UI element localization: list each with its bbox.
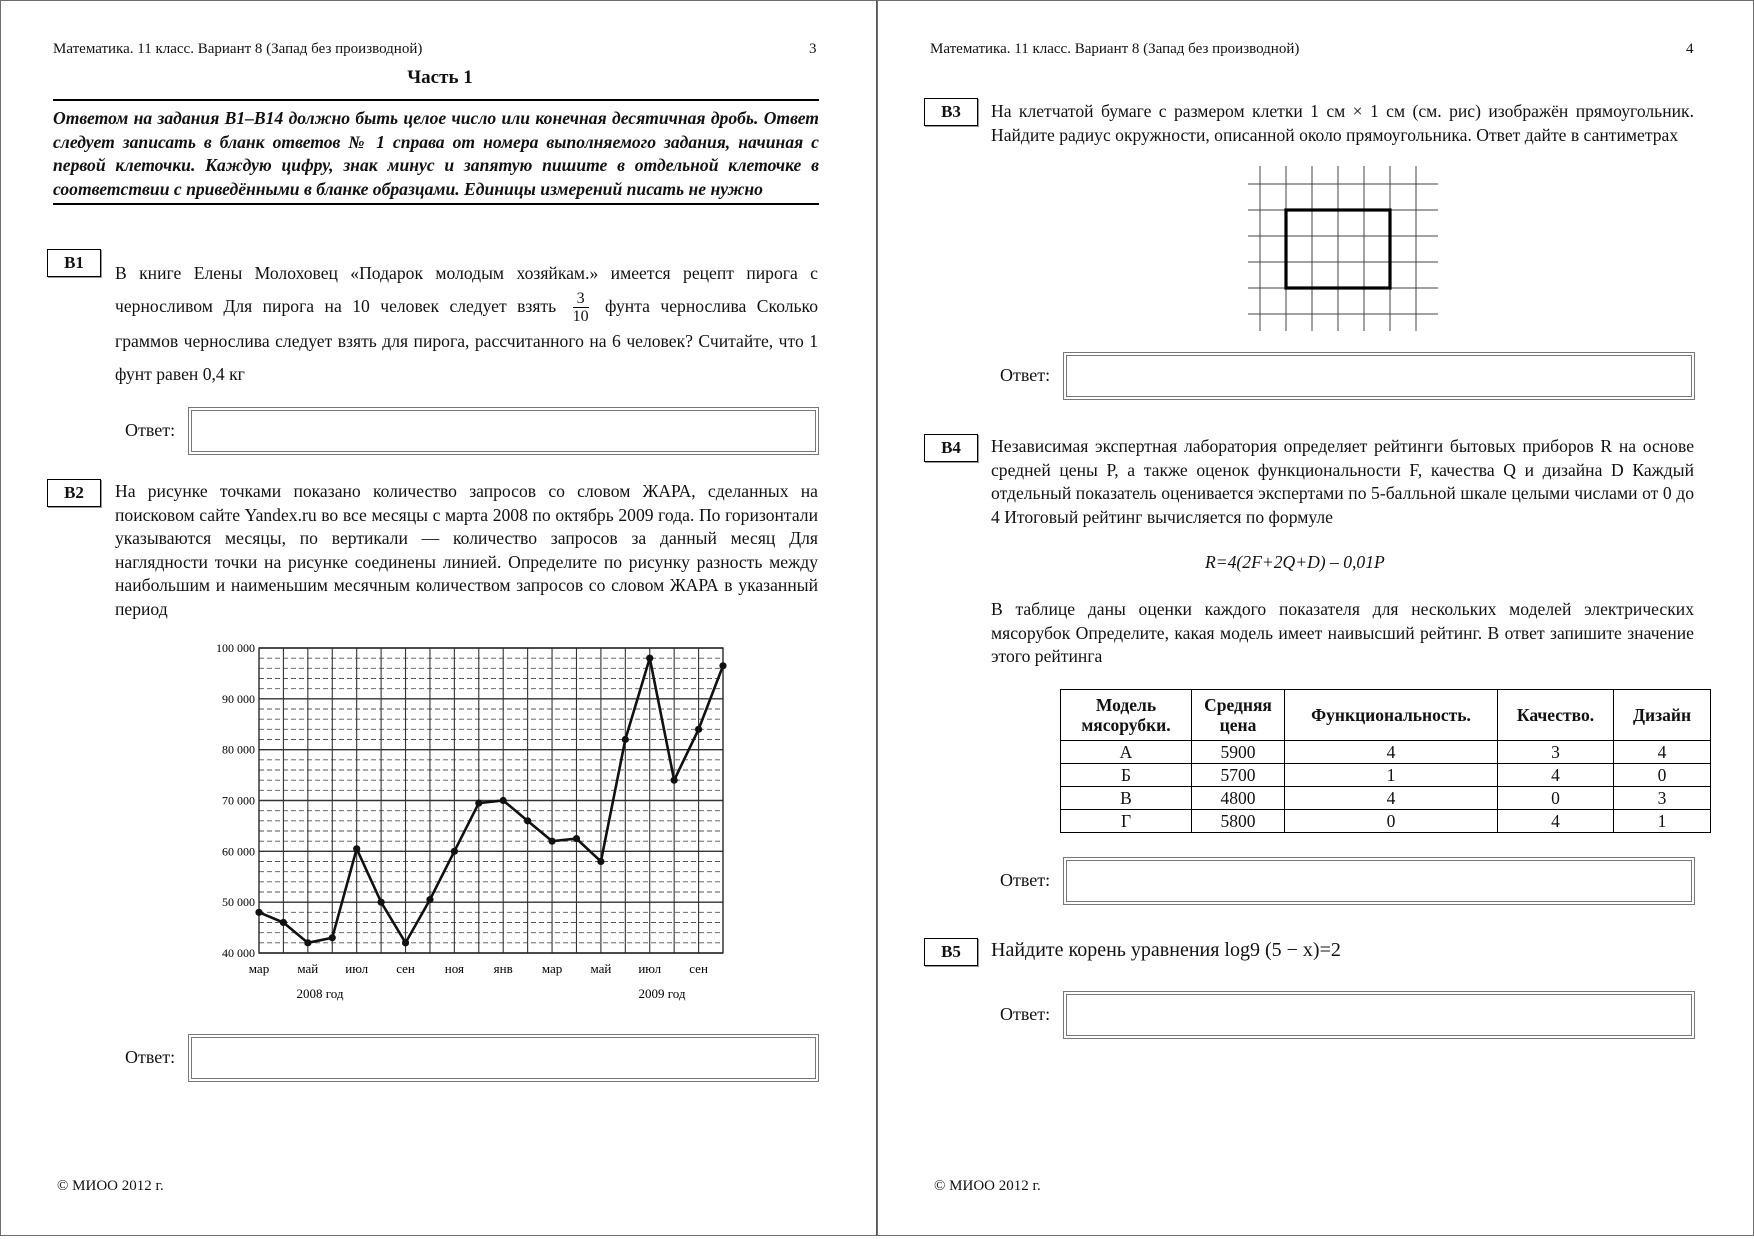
- data-point: [671, 777, 678, 784]
- svg-text:сен: сен: [396, 961, 415, 976]
- table-header-row: [1061, 690, 1711, 741]
- task-label-b1: B1: [47, 249, 101, 277]
- task-label-b3: B3: [924, 98, 978, 126]
- svg-text:40 000: 40 000: [222, 946, 255, 960]
- svg-text:июл: июл: [638, 961, 662, 976]
- data-point: [426, 896, 433, 903]
- data-point: [524, 817, 531, 824]
- data-point: [695, 726, 702, 733]
- task-label-b4: B4: [924, 434, 978, 462]
- page-left: [0, 0, 878, 1236]
- svg-text:2008 год: 2008 год: [296, 986, 344, 1001]
- answer-input-b5[interactable]: [1063, 991, 1695, 1039]
- meat-grinder-ratings-table: [1060, 689, 1711, 833]
- svg-text:70 000: 70 000: [222, 793, 255, 808]
- data-point: [451, 848, 458, 855]
- svg-text:мар: мар: [541, 961, 563, 976]
- table-cell: 0: [1285, 810, 1498, 833]
- search-queries-chart: [191, 636, 751, 1016]
- rating-formula: R=4(2F+2Q+D) – 0,01P: [1205, 552, 1385, 572]
- fraction-denominator: 10: [572, 308, 589, 326]
- page-number: 4: [1686, 41, 1694, 57]
- answer-label-b4: Ответ:: [1000, 870, 1051, 890]
- page-header: Математика. 11 класс. Вариант 8 (Запад без производной): [930, 41, 1300, 57]
- table-cell: 5700: [1192, 764, 1285, 787]
- task-text-b4-table-intro: В таблице даны оценки каждого показателя для нескольких моделей электрических мясорубок Определите, какая модель имеет наивысший рейтинг. В ответ запишите значение этого рейтинга: [991, 599, 1694, 666]
- table-cell: 4800: [1192, 787, 1285, 810]
- table-cell: В: [1061, 787, 1192, 810]
- data-point: [329, 934, 336, 941]
- table-body: [1061, 741, 1711, 833]
- table-cell: 4: [1614, 741, 1711, 764]
- data-point: [280, 919, 287, 926]
- svg-text:80 000: 80 000: [222, 742, 255, 757]
- page-header: Математика. 11 класс. Вариант 8 (Запад без производной): [53, 41, 423, 57]
- table-row: [1061, 741, 1711, 764]
- data-point: [548, 838, 555, 845]
- instructions: Ответом на задания B1–B14 должно быть целое число или конечная десятичная дробь. Ответ следует записать в бланк ответов № 1 справа от номера выполняемого задания, начиная с первой клеточки. Каждую цифру, знак минус и запятую пишите в отдельной клеточке в соответствии с приведёнными в бланке образцами. Единицы измерений писать не нужно: [53, 99, 819, 205]
- data-point: [378, 899, 385, 906]
- task-text-b3: На клетчатой бумаге с размером клетки 1 см × 1 см (см. рис) изображён прямоугольник. Найдите радиус окружности, описанной около прямоугольника. Ответ дайте в сантиметрах: [991, 101, 1694, 145]
- answer-input-b3[interactable]: [1063, 352, 1695, 400]
- task-text-b1: [115, 257, 818, 391]
- data-point: [597, 858, 604, 865]
- table-row: [1061, 787, 1711, 810]
- page-footer: © МИОО 2012 г.: [57, 1178, 164, 1194]
- svg-text:янв: янв: [493, 961, 513, 976]
- task-label-b5: B5: [924, 938, 978, 966]
- answer-label-b1: Ответ:: [125, 420, 176, 440]
- svg-text:июл: июл: [345, 961, 369, 976]
- table-cell: А: [1061, 741, 1192, 764]
- svg-text:100 000: 100 000: [216, 641, 255, 655]
- table-cell: 5800: [1192, 810, 1285, 833]
- b3-grid-figure: [1248, 166, 1438, 331]
- part-title: Часть 1: [407, 67, 473, 88]
- svg-text:60 000: 60 000: [222, 844, 255, 859]
- data-point: [573, 835, 580, 842]
- table-cell: 4: [1498, 764, 1614, 787]
- answer-label-b3: Ответ:: [1000, 365, 1051, 385]
- task-label-b2: B2: [47, 479, 101, 507]
- data-point: [353, 845, 360, 852]
- task-text-b4: Независимая экспертная лаборатория определяет рейтинги бытовых приборов R на основе средней цены P, а также оценок функциональности F, качества Q и дизайна D Каждый отдельный показатель оценивается экспертами по 5-балльной шкале целыми числами от 0 до 4 Итоговый рейтинг вычисляется по формуле: [991, 436, 1694, 527]
- data-point: [646, 655, 653, 662]
- svg-text:мар: мар: [248, 961, 270, 976]
- answer-label-b5: Ответ:: [1000, 1004, 1051, 1024]
- table-cell: 4: [1498, 810, 1614, 833]
- answer-input-b2[interactable]: [188, 1034, 819, 1082]
- table-header-cell: Функциональность.: [1285, 690, 1498, 741]
- table-cell: 1: [1285, 764, 1498, 787]
- table-cell: 4: [1285, 787, 1498, 810]
- table-cell: 4: [1285, 741, 1498, 764]
- page-footer: © МИОО 2012 г.: [934, 1178, 1041, 1194]
- svg-text:90 000: 90 000: [222, 691, 255, 706]
- svg-text:май: май: [297, 961, 319, 976]
- b3-grid-lines: [1248, 166, 1438, 331]
- svg-text:сен: сен: [689, 961, 708, 976]
- answer-input-b4[interactable]: [1063, 857, 1695, 905]
- svg-text:2009 год: 2009 год: [638, 986, 686, 1001]
- answer-label-b2: Ответ:: [125, 1047, 176, 1067]
- data-point: [304, 939, 311, 946]
- table-cell: Г: [1061, 810, 1192, 833]
- svg-text:май: май: [590, 961, 612, 976]
- table-cell: 1: [1614, 810, 1711, 833]
- data-point: [402, 939, 409, 946]
- task-text-b1-part1: В книге Елены Молоховец «Подарок молодым хозяйкам.» имеется рецепт пирога с черносливом Для пирога на 10 человек следует взять: [115, 263, 818, 316]
- table-header-cell: Качество.: [1498, 690, 1614, 741]
- task-text-b5: Найдите корень уравнения log9 (5 − x)=2: [991, 939, 1341, 961]
- table-header-cell: Модель мясорубки.: [1061, 690, 1192, 741]
- page-number: 3: [809, 41, 817, 57]
- svg-text:ноя: ноя: [444, 961, 464, 976]
- task-text-b1-part2: фунта чернослива Сколько граммов чернослива следует взять для пирога, рассчитанного на 6 человек? Считайте, что 1 фунт равен 0,4 кг: [115, 296, 819, 385]
- data-point: [500, 797, 507, 804]
- fraction: [573, 290, 589, 325]
- table-cell: 3: [1614, 787, 1711, 810]
- data-point: [475, 799, 482, 806]
- table-cell: 0: [1498, 787, 1614, 810]
- table-cell: 3: [1498, 741, 1614, 764]
- page-right: [877, 0, 1754, 1236]
- table-header-cell: Средняя цена: [1192, 690, 1285, 741]
- table-row: [1061, 810, 1711, 833]
- task-text-b2: На рисунке точками показано количество запросов со словом ЖАРА, сделанных на поисковом сайте Yandex.ru во все месяцы с марта 2008 по октябрь 2009 года. По горизонтали указываются месяцы, по вертикали — количество запросов за данный месяц Для наглядности точки на рисунке соединены линией. Определите по рисунку разность между наибольшим и наименьшим месячным количеством запросов со словом ЖАРА в указанный период: [115, 481, 818, 619]
- svg-text:50 000: 50 000: [222, 895, 255, 910]
- table-cell: 5900: [1192, 741, 1285, 764]
- data-point: [719, 662, 726, 669]
- table-cell: 0: [1614, 764, 1711, 787]
- answer-input-b1[interactable]: [188, 407, 819, 455]
- data-point: [255, 909, 262, 916]
- table-row: [1061, 764, 1711, 787]
- fraction-numerator: 3: [573, 290, 589, 308]
- table-cell: Б: [1061, 764, 1192, 787]
- table-header-cell: Дизайн: [1614, 690, 1711, 741]
- data-point: [622, 736, 629, 743]
